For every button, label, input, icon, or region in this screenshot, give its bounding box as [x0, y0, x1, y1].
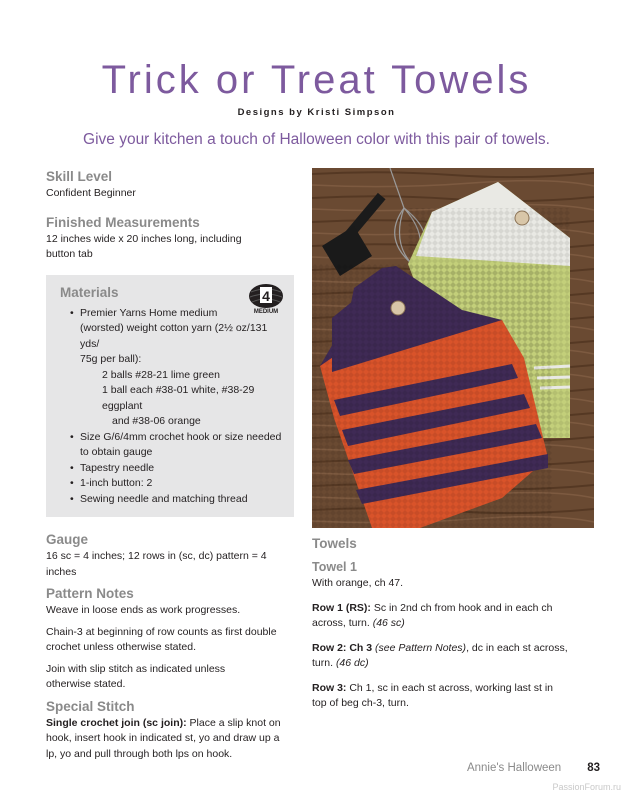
pattern-row-1-cont [312, 616, 594, 632]
pattern-row-2-cont [312, 656, 594, 672]
materials-item [70, 306, 284, 368]
materials-item: • 1-inch button: 2 [70, 476, 284, 492]
pattern-row-3 [312, 681, 594, 697]
materials-line: • Premier Yarns Home medium [80, 306, 218, 319]
special-stitch-line: lp, yo and pull through both lps on hook. [46, 747, 233, 760]
row-text: across, turn. [312, 617, 373, 629]
page-title: Trick or Treat Towels [101, 58, 532, 102]
row-label: Row 3: [312, 681, 347, 694]
magazine-name: Annie's Halloween [466, 762, 562, 774]
measurements-line: 12 inches wide x 20 inches long, including [46, 232, 242, 245]
yarn-weight-label: MEDIUM [253, 308, 279, 314]
pattern-row-1 [312, 601, 594, 617]
materials-item [70, 430, 284, 461]
row-note: (see Pattern Notes) [372, 641, 467, 654]
page-footer [380, 762, 600, 774]
row-stitch-count: (46 dc) [335, 657, 369, 669]
materials-subitem: and #38-06 orange [112, 415, 201, 427]
pattern-note: otherwise stated. [46, 678, 126, 690]
row-label: Row 2: Ch 3 [312, 641, 373, 654]
right-column [312, 535, 594, 712]
pattern-row-3-cont: top of beg ch-3, turn. [312, 697, 409, 709]
designer-credit: Designs by Kristi Simpson [237, 107, 396, 118]
left-column [46, 168, 296, 762]
row-text: , dc in each st across, [466, 641, 568, 654]
orange-purple-towel [312, 264, 552, 528]
pattern-row-2 [312, 641, 594, 657]
materials-item: • Tapestry needle [70, 461, 284, 477]
watermark: PassionForum.ru [552, 782, 621, 792]
materials-subitem: 2 balls #28-21 lime green [102, 368, 220, 381]
materials-subitem: 1 ball each #38-01 white, #38-29 eggplant [102, 384, 255, 412]
row-text: turn. [312, 657, 336, 669]
towels-heading: Towels [312, 536, 357, 551]
towels-photo [312, 168, 594, 528]
pattern-note: crochet unless otherwise stated. [46, 641, 196, 653]
pattern-note: Join with slip stitch as indicated unless [46, 662, 226, 675]
materials-box [46, 275, 294, 518]
row-text: Ch 1, sc in each st across, working last st in [346, 681, 554, 694]
materials-heading: Materials [60, 284, 119, 300]
special-stitch-line: hook, insert hook in indicated st, yo and draw up a [46, 732, 280, 744]
measurements-line: button tab [46, 248, 93, 260]
gauge-heading: Gauge [46, 532, 89, 547]
special-stitch-text: Place a slip knot on [186, 716, 281, 729]
towel-intro: With orange, ch 47. [312, 577, 404, 589]
materials-line: 75g per ball): [80, 353, 142, 365]
row-stitch-count: (46 sc) [372, 617, 405, 629]
special-stitch-line [46, 716, 296, 732]
materials-line: to obtain gauge [80, 446, 153, 458]
pattern-notes-heading: Pattern Notes [46, 586, 134, 601]
row-label: Row 1 (RS): [312, 601, 371, 614]
pattern-note: Weave in loose ends as work progresses. [46, 604, 241, 616]
finished-measurements-heading: Finished Measurements [46, 214, 200, 230]
special-stitch-term: Single crochet join (sc join): [46, 716, 187, 729]
materials-line: • Size G/6/4mm crochet hook or size needed [80, 430, 282, 443]
pattern-note: Chain-3 at beginning of row counts as first double [46, 625, 277, 638]
skill-level-heading: Skill Level [46, 169, 113, 184]
row-text: Sc in 2nd ch from hook and in each ch [370, 601, 553, 614]
skill-level-value: Confident Beginner [46, 187, 136, 199]
materials-list [60, 306, 284, 508]
page-number: 83 [587, 762, 600, 774]
towel-1-heading: Towel 1 [312, 560, 357, 574]
tagline: Give your kitchen a touch of Halloween color with this pair of towels. [83, 131, 550, 148]
materials-line: (worsted) weight cotton yarn (2½ oz/131 yds/ [80, 322, 268, 350]
materials-item: • Sewing needle and matching thread [70, 492, 284, 508]
yarn-weight-number: 4 [262, 287, 270, 304]
special-stitch-heading: Special Stitch [46, 698, 135, 714]
gauge-text: 16 sc = 4 inches; 12 rows in (sc, dc) pattern = 4 inches [46, 550, 267, 578]
